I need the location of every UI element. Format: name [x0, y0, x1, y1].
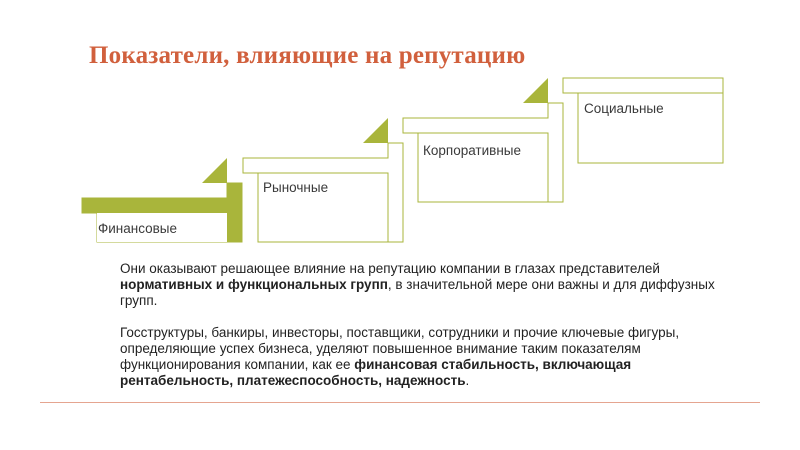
- step-financial-label: Финансовые: [98, 221, 178, 236]
- step-financial-tab: [202, 158, 227, 183]
- paragraph-stakeholders: [120, 325, 720, 389]
- step-social-label: Социальные: [584, 101, 664, 116]
- paragraph-stakeholders-bold: финансовая стабильность, включающая рентабельность, платежеспособность, надежность: [120, 357, 632, 388]
- step-social: [563, 78, 723, 163]
- step-corporate: [403, 78, 563, 202]
- step-market-label: Рыночные: [263, 180, 329, 195]
- step-corporate-tab: [523, 78, 548, 103]
- body-text: [120, 261, 720, 405]
- slide-title: Показатели, влияющие на репутацию: [89, 42, 526, 69]
- paragraph-influence-text-1: Они оказывают решающее влияние на репутацию компании в глазах представителей: [120, 261, 660, 276]
- paragraph-influence: [120, 261, 720, 309]
- step-market-tab: [363, 118, 388, 143]
- paragraph-influence-text-2: , в значительной мере они важны и для диффузных групп.: [120, 277, 715, 308]
- paragraph-influence-bold: нормативных и функциональных групп: [120, 277, 388, 292]
- step-corporate-label: Корпоративные: [423, 143, 521, 158]
- bottom-divider: [40, 402, 760, 403]
- paragraph-stakeholders-text-2: .: [465, 373, 470, 388]
- paragraph-stakeholders-text-1: Госструктуры, банкиры, инвесторы, поставщики, сотрудники и прочие ключевые фигуры, определяющие успех бизнеса, уделяют повышенное внимание таким показателям функционирования компании, как ее: [120, 325, 680, 372]
